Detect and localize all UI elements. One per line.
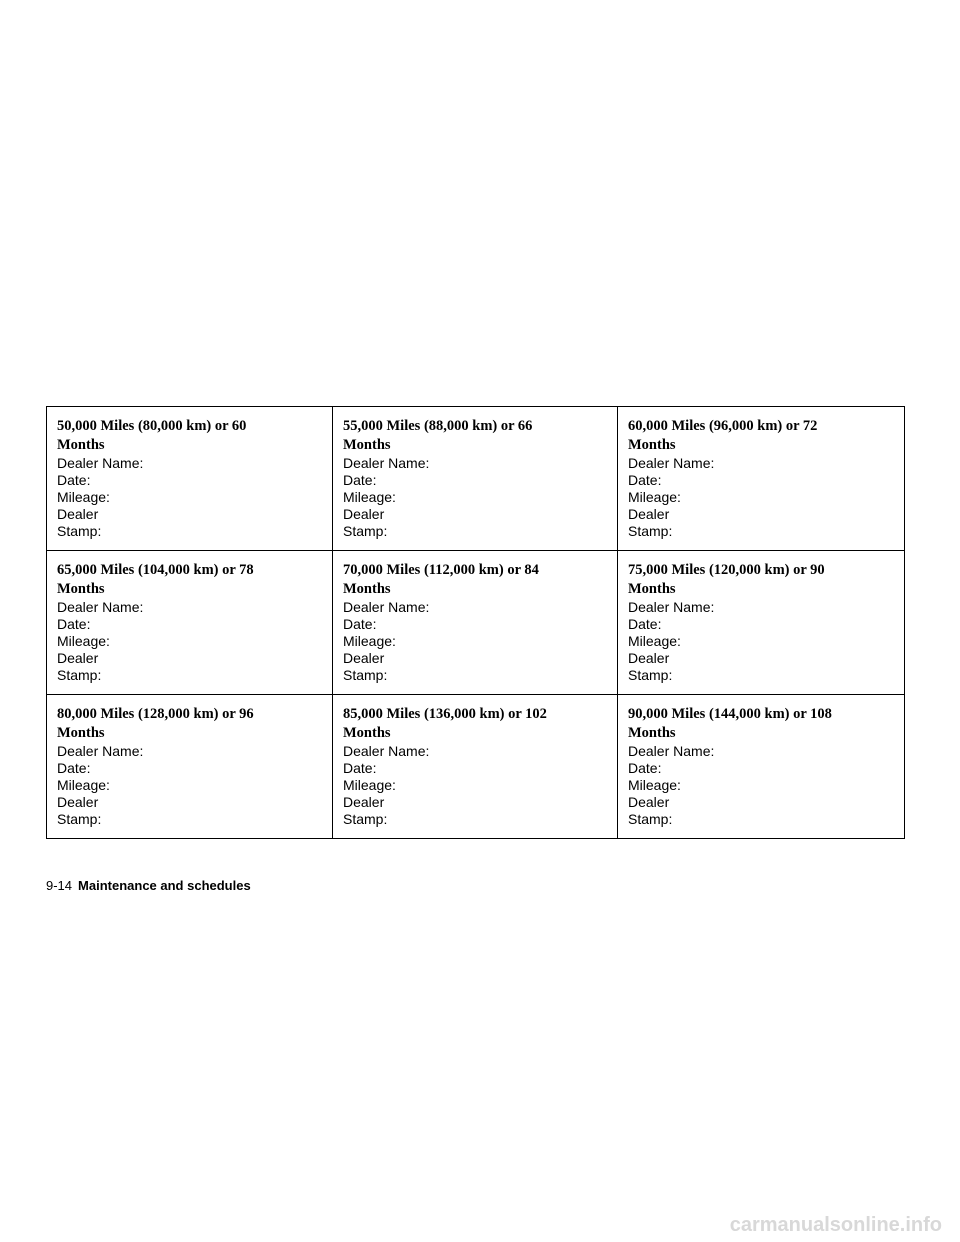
field-label-dealer: Dealer bbox=[57, 506, 99, 522]
field-label-mileage: Mileage: bbox=[628, 489, 681, 505]
service-interval-months: Months bbox=[628, 725, 676, 741]
field-label-date: Date: bbox=[57, 616, 91, 632]
field-label-dealer-name: Dealer Name: bbox=[57, 599, 144, 615]
field-label-stamp: Stamp: bbox=[628, 811, 673, 827]
service-interval-months: Months bbox=[57, 437, 105, 453]
field-label-stamp: Stamp: bbox=[57, 523, 102, 539]
field-label-date: Date: bbox=[57, 472, 91, 488]
field-label-dealer-name: Dealer Name: bbox=[57, 455, 144, 471]
field-label-mileage: Mileage: bbox=[628, 633, 681, 649]
field-label-dealer: Dealer bbox=[628, 794, 670, 810]
field-label-dealer: Dealer bbox=[343, 506, 385, 522]
field-label-stamp: Stamp: bbox=[57, 667, 102, 683]
service-interval-months: Months bbox=[57, 581, 105, 597]
field-label-dealer: Dealer bbox=[628, 506, 670, 522]
field-label-mileage: Mileage: bbox=[57, 777, 110, 793]
field-label-dealer-name: Dealer Name: bbox=[343, 599, 430, 615]
service-interval-months: Months bbox=[343, 437, 391, 453]
service-interval-months: Months bbox=[628, 437, 676, 453]
field-label-dealer: Dealer bbox=[57, 794, 99, 810]
service-interval-heading: 70,000 Miles (112,000 km) or 84 bbox=[343, 562, 539, 578]
field-label-dealer-name: Dealer Name: bbox=[628, 455, 715, 471]
field-label-dealer-name: Dealer Name: bbox=[628, 743, 715, 759]
field-label-dealer-name: Dealer Name: bbox=[628, 599, 715, 615]
field-label-stamp: Stamp: bbox=[343, 667, 388, 683]
service-interval-months: Months bbox=[343, 725, 391, 741]
service-record-cell bbox=[47, 407, 333, 551]
service-interval-heading: 85,000 Miles (136,000 km) or 102 bbox=[343, 706, 547, 722]
service-record-cell bbox=[47, 695, 333, 839]
field-label-date: Date: bbox=[343, 472, 377, 488]
service-interval-months: Months bbox=[343, 581, 391, 597]
service-interval-heading: 60,000 Miles (96,000 km) or 72 bbox=[628, 418, 818, 434]
field-label-dealer-name: Dealer Name: bbox=[57, 743, 144, 759]
service-interval-heading: 50,000 Miles (80,000 km) or 60 bbox=[57, 418, 247, 434]
service-interval-heading: 75,000 Miles (120,000 km) or 90 bbox=[628, 562, 825, 578]
service-interval-months: Months bbox=[628, 581, 676, 597]
section-title: Maintenance and schedules bbox=[78, 878, 251, 893]
service-interval-heading: 90,000 Miles (144,000 km) or 108 bbox=[628, 706, 832, 722]
field-label-stamp: Stamp: bbox=[343, 811, 388, 827]
field-label-mileage: Mileage: bbox=[343, 489, 396, 505]
field-label-stamp: Stamp: bbox=[343, 523, 388, 539]
service-interval-months: Months bbox=[57, 725, 105, 741]
service-record-cell bbox=[618, 551, 905, 695]
field-label-dealer: Dealer bbox=[57, 650, 99, 666]
field-label-stamp: Stamp: bbox=[57, 811, 102, 827]
field-label-date: Date: bbox=[628, 616, 662, 632]
field-label-dealer: Dealer bbox=[343, 650, 385, 666]
field-label-date: Date: bbox=[57, 760, 91, 776]
field-label-stamp: Stamp: bbox=[628, 523, 673, 539]
field-label-dealer-name: Dealer Name: bbox=[343, 743, 430, 759]
field-label-stamp: Stamp: bbox=[628, 667, 673, 683]
service-record-cell bbox=[47, 551, 333, 695]
table-row bbox=[47, 407, 905, 551]
table-row bbox=[47, 551, 905, 695]
service-interval-heading: 55,000 Miles (88,000 km) or 66 bbox=[343, 418, 533, 434]
field-label-dealer-name: Dealer Name: bbox=[343, 455, 430, 471]
field-label-mileage: Mileage: bbox=[57, 489, 110, 505]
field-label-date: Date: bbox=[628, 760, 662, 776]
field-label-date: Date: bbox=[628, 472, 662, 488]
service-record-cell bbox=[333, 695, 618, 839]
service-record-cell bbox=[618, 695, 905, 839]
page-footer bbox=[46, 878, 251, 893]
table-row bbox=[47, 695, 905, 839]
service-record-cell bbox=[618, 407, 905, 551]
maintenance-record-table bbox=[46, 406, 905, 839]
field-label-date: Date: bbox=[343, 760, 377, 776]
field-label-mileage: Mileage: bbox=[628, 777, 681, 793]
field-label-date: Date: bbox=[343, 616, 377, 632]
service-record-cell bbox=[333, 551, 618, 695]
page-number: 9-14 bbox=[46, 878, 73, 893]
field-label-mileage: Mileage: bbox=[57, 633, 110, 649]
service-interval-heading: 80,000 Miles (128,000 km) or 96 bbox=[57, 706, 254, 722]
field-label-dealer: Dealer bbox=[343, 794, 385, 810]
watermark: carmanualsonline.info bbox=[729, 1214, 942, 1236]
field-label-mileage: Mileage: bbox=[343, 777, 396, 793]
service-interval-heading: 65,000 Miles (104,000 km) or 78 bbox=[57, 562, 254, 578]
field-label-dealer: Dealer bbox=[628, 650, 670, 666]
field-label-mileage: Mileage: bbox=[343, 633, 396, 649]
service-record-cell bbox=[333, 407, 618, 551]
